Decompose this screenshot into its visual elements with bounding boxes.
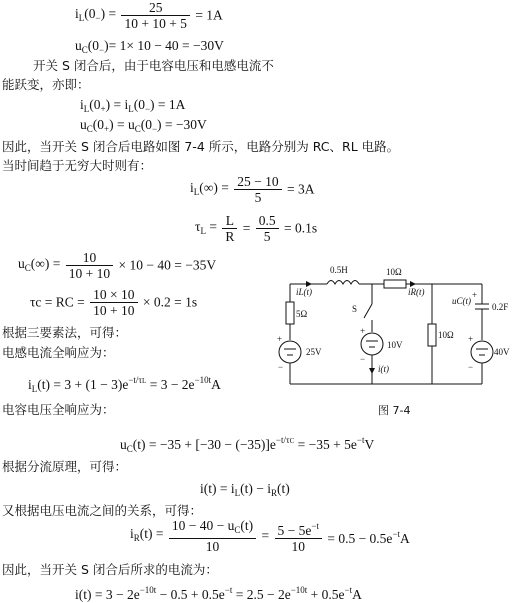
eq8-rhs: × 0.2 = 1s xyxy=(142,294,198,310)
plus-25v: + xyxy=(277,334,283,344)
para-infinity: 当时间趋于无穷大时则有： xyxy=(2,158,153,173)
plus-cap: + xyxy=(472,290,478,300)
eq1-den: 10 + 10 + 5 xyxy=(124,16,187,31)
eq-il-t: $i_L(t) = 3 + (1 - 3)e^{-t/\tau L} = 3 - 2e^{-10t}A$ xyxy=(28,375,221,394)
eq-uc0-plus: $u_C(0_+) = u_C(0_-) = -30V$ xyxy=(80,117,207,134)
eq-il0-plus: $i_L(0_+) = i_L(0_-) = 1A$ xyxy=(80,97,186,114)
eq7-den: 10 + 10 xyxy=(68,266,111,281)
eq12-den2: 10 xyxy=(291,538,305,554)
eq-tau-l: $\tau_L$ = $\frac{L}{R}$ = $\frac{0.5}{5}$ = 0.1s xyxy=(195,213,318,244)
label-ir: iR(t) xyxy=(408,287,425,297)
figure-caption: 图 7-4 xyxy=(378,404,411,417)
plus-40v: + xyxy=(468,334,474,344)
eq6-eq: = xyxy=(242,220,251,236)
label-r10-mid: 10Ω xyxy=(438,330,454,340)
minus-40v: − xyxy=(468,362,474,372)
eq-il0-minus: $i_L(0_-)$ = $\frac{25}{10 + 10 + 5}$ = 1A xyxy=(75,0,223,31)
label-v10: 10V xyxy=(387,340,403,350)
circuit-figure-7-4 xyxy=(272,262,512,422)
eq12-den1: 10 xyxy=(205,539,220,554)
eq-uc0-minus: $u_C(0_-)= 1\times 10 - 40 = -30V$ xyxy=(75,38,224,55)
para-three-element: 根据三要素法，可得： xyxy=(2,325,128,340)
label-il: iL(t) xyxy=(296,287,313,297)
minus-25v: − xyxy=(278,362,284,372)
para-inductor-response: 电感电流全响应为： xyxy=(2,345,115,360)
eq8-num: 10 × 10 xyxy=(90,287,137,303)
eq6-rhs: = 0.1s xyxy=(283,220,318,236)
plus-10v: + xyxy=(360,326,366,336)
eq5-rhs: = 3A xyxy=(287,181,315,197)
label-v25: 25V xyxy=(306,347,322,357)
eq-uc-t: $u_C(t) = -35 + [-30 - (-35)]e^{-t/\tau C} = -35 + 5e^{-t}V$ xyxy=(120,435,375,454)
label-v40: 40V xyxy=(494,347,510,357)
label-r5: 5Ω xyxy=(296,309,308,319)
eq-uc-inf: $u_C(\infty)$ = $\frac{10}{10 + 10}$ × 10 − 40 = −35V xyxy=(18,250,217,281)
label-switch: S xyxy=(352,304,358,314)
eq8-lhs: τc = RC = xyxy=(30,294,85,310)
eq5-num: 25 − 10 xyxy=(234,174,281,190)
eq-i-t: $i(t) = i_L(t) - i_R(t)$ xyxy=(200,481,290,498)
eq8-den: 10 + 10 xyxy=(93,303,135,318)
eq6-n2: 0.5 xyxy=(256,213,279,229)
para-switch-close: 开关 S 闭合后，由于电容电压和电感电流不 xyxy=(33,58,274,73)
eq7-rhs: × 10 − 40 = −35V xyxy=(118,257,217,273)
eq1-rhs: = 1A xyxy=(195,7,223,23)
para-final-current: 因此，当开关 S 闭合后所求的电流为： xyxy=(2,562,218,577)
eq-il-inf: $i_L(\infty)$ = $\frac{25 - 10}{5}$ = 3A xyxy=(190,174,315,205)
eq7-num: 10 xyxy=(66,250,113,266)
eq1-num: 25 xyxy=(121,0,189,16)
para-vi-relation: 又根据电压电流之间的关系，可得： xyxy=(2,503,203,518)
label-uc: uC(t) xyxy=(452,296,471,306)
label-cap: 0.2F xyxy=(492,302,509,312)
eq-tau-c xyxy=(30,287,197,321)
eq5-den: 5 xyxy=(254,190,262,205)
label-r10-top: 10Ω xyxy=(386,267,402,277)
para-circuit-split: 因此，当开关 S 闭合后电路如图 7-4 所示，电路分别为 RC、RL 电路。 xyxy=(2,139,400,154)
eq6-d2: 5 xyxy=(263,229,271,244)
minus-10v: − xyxy=(360,354,366,364)
eq6-d1: R xyxy=(225,229,235,244)
eq-final: $i(t) = 3 - 2e^{-10t} - 0.5 + 0.5e^{-t} = 2.5 - 2e^{-10t} + 0.5e^{-t}A$ xyxy=(75,585,362,602)
para-no-jump: 能跃变，亦即： xyxy=(2,77,90,92)
para-capacitor-response: 电容电压全响应为： xyxy=(2,402,115,417)
eq6-n1: L xyxy=(222,213,237,229)
eq-ir-t: $i_R(t)$ = $\frac{10 - 40 - u_C(t)}{10}$ = $\frac{5 - 5e^{-t}}{10}$ = $0.5 - 0.5e^{-t}A$ xyxy=(130,518,410,554)
label-it: i(t) xyxy=(378,364,389,374)
label-inductor: 0.5H xyxy=(330,265,348,275)
para-current-divider: 根据分流原理，可得： xyxy=(2,459,128,474)
